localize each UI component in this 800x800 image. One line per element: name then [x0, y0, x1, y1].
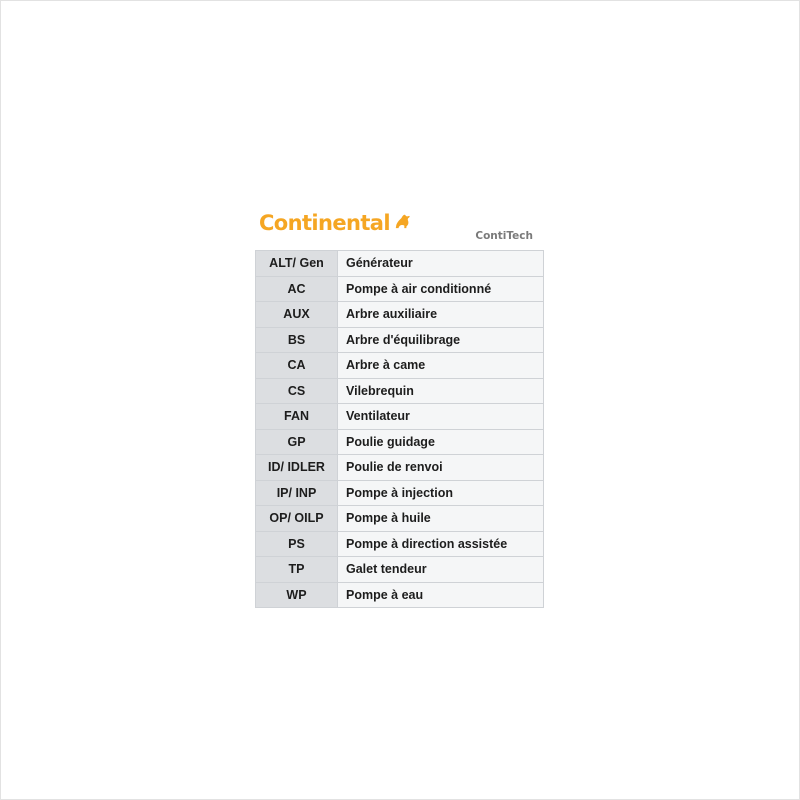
- legend-code: CA: [256, 353, 338, 379]
- horse-icon: [393, 210, 415, 232]
- table-row: [256, 506, 544, 532]
- legend-description: Pompe à injection: [338, 480, 544, 506]
- legend-code: BS: [256, 327, 338, 353]
- legend-code: IP/ INP: [256, 480, 338, 506]
- legend-code: ALT/ Gen: [256, 251, 338, 277]
- legend-code: OP/ OILP: [256, 506, 338, 532]
- legend-code: GP: [256, 429, 338, 455]
- table-row: [256, 429, 544, 455]
- table-row: [256, 276, 544, 302]
- table-row: [256, 557, 544, 583]
- legend-code: AUX: [256, 302, 338, 328]
- contitech-subbrand: ContiTech: [475, 230, 533, 242]
- table-row: [256, 378, 544, 404]
- legend-description: Arbre à came: [338, 353, 544, 379]
- table-row: [256, 480, 544, 506]
- legend-description: Pompe à eau: [338, 582, 544, 608]
- brand-header: [255, 197, 543, 250]
- legend-description: Vilebrequin: [338, 378, 544, 404]
- legend-code: ID/ IDLER: [256, 455, 338, 481]
- table-row: [256, 582, 544, 608]
- legend-description: Arbre auxiliaire: [338, 302, 544, 328]
- continental-logo: [259, 213, 415, 235]
- table-row: [256, 353, 544, 379]
- legend-code: AC: [256, 276, 338, 302]
- legend-description: Pompe à air conditionné: [338, 276, 544, 302]
- legend-description: Ventilateur: [338, 404, 544, 430]
- legend-description: Poulie de renvoi: [338, 455, 544, 481]
- legend-code: PS: [256, 531, 338, 557]
- table-row: [256, 455, 544, 481]
- legend-description: Galet tendeur: [338, 557, 544, 583]
- legend-description: Pompe à huile: [338, 506, 544, 532]
- table-row: [256, 404, 544, 430]
- table-row: [256, 327, 544, 353]
- legend-description: Arbre d'équilibrage: [338, 327, 544, 353]
- legend-description: Pompe à direction assistée: [338, 531, 544, 557]
- legend-table-body: [256, 251, 544, 608]
- continental-wordmark: Continental: [259, 211, 390, 235]
- legend-card: [255, 197, 543, 608]
- legend-code: FAN: [256, 404, 338, 430]
- legend-code: TP: [256, 557, 338, 583]
- table-row: [256, 251, 544, 277]
- legend-code: WP: [256, 582, 338, 608]
- legend-description: Générateur: [338, 251, 544, 277]
- legend-description: Poulie guidage: [338, 429, 544, 455]
- abbreviation-legend-table: [255, 250, 544, 608]
- table-row: [256, 302, 544, 328]
- legend-code: CS: [256, 378, 338, 404]
- table-row: [256, 531, 544, 557]
